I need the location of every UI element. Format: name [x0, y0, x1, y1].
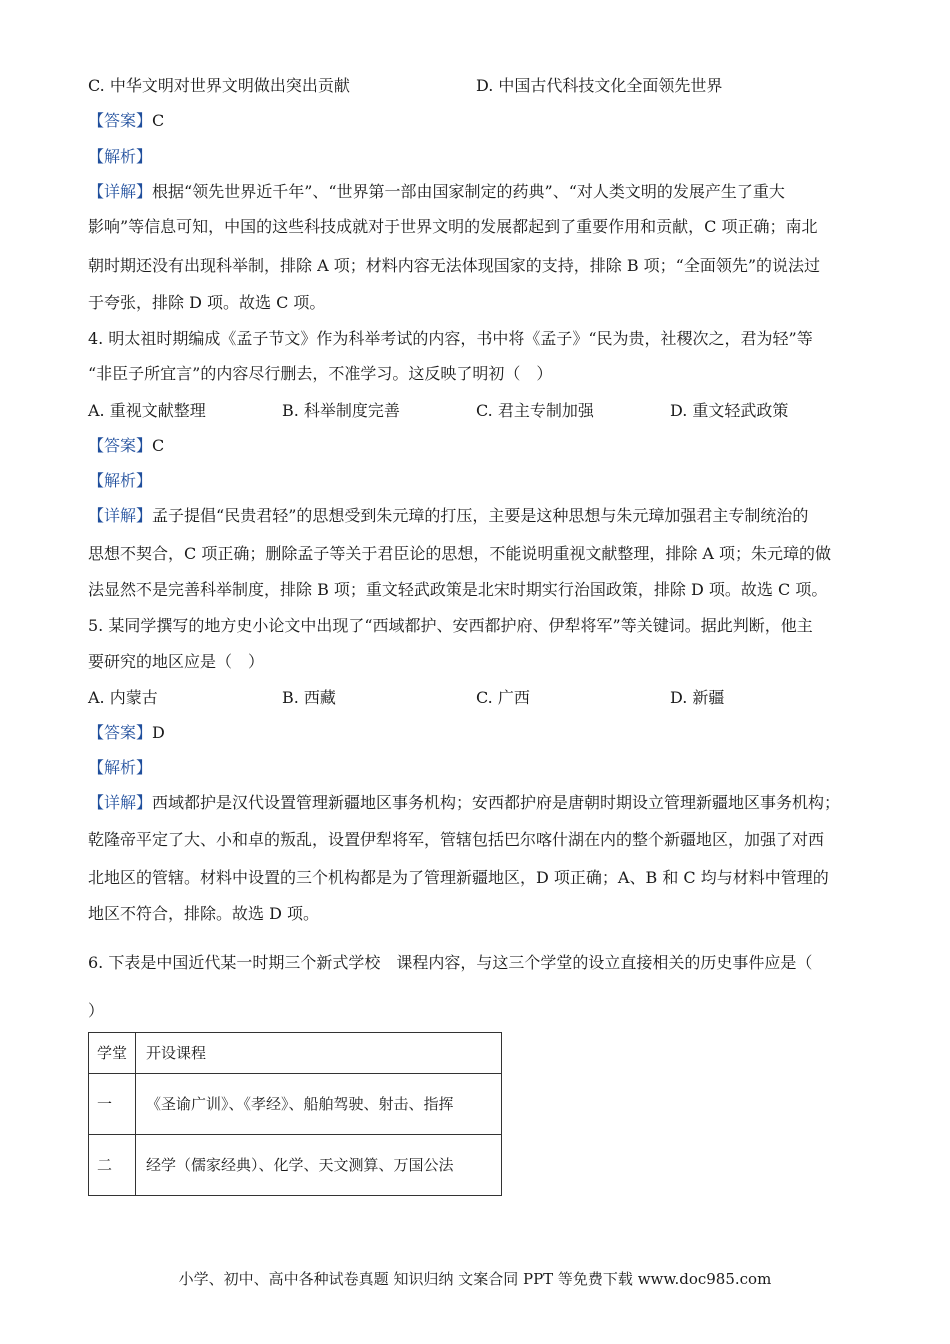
- q3-detail-line-2: 影响”等信息可知，中国的这些科技成就对于世界文明的发展都起到了重要作用和贡献，C 项正确；南北: [88, 217, 818, 236]
- q5-detail-line-4: 地区不符合，排除。故选 D 项。: [88, 904, 320, 923]
- q5-option-b: B. 西藏: [282, 688, 336, 707]
- table-cell: 经学（儒家经典）、化学、天文测算、万国公法: [136, 1135, 502, 1196]
- q3-analysis-tag: 【解析】: [88, 147, 153, 166]
- answer-tag: 【答案】: [88, 436, 153, 455]
- answer-value: D: [152, 723, 165, 742]
- answer-tag: 【答案】: [88, 111, 153, 130]
- courses-table: [88, 1032, 502, 1196]
- q4-option-b: B. 科举制度完善: [282, 401, 400, 420]
- q6-stem-line-1: 6. 下表是中国近代某一时期三个新式学校 课程内容，与这三个学堂的设立直接相关的历史事件应是（: [88, 953, 813, 972]
- q5-answer: [88, 721, 878, 745]
- q5-stem-line-1: 5. 某同学撰写的地方史小论文中出现了“西域都护、安西都护府、伊犁将军”等关键词。据此判断，他主: [88, 616, 813, 635]
- q3-option-c: C. 中华文明对世界文明做出突出贡献: [88, 76, 350, 95]
- q5-option-d: D. 新疆: [670, 688, 725, 707]
- q4-option-c: C. 君主专制加强: [476, 401, 594, 420]
- table-cell: 《圣谕广训》、《孝经》、船舶驾驶、射击、指挥: [136, 1074, 502, 1135]
- table-row: [89, 1074, 502, 1135]
- q3-detail-line-4: 于夸张，排除 D 项。故选 C 项。: [88, 293, 326, 312]
- q4-detail-line-2: 思想不契合，C 项正确；删除孟子等关于君臣论的思想，不能说明重视文献整理，排除 A 项；朱元璋的做: [88, 544, 832, 563]
- q6-stem-line-2: ）: [88, 1001, 105, 1020]
- table-row: [89, 1135, 502, 1196]
- detail-tag: 【详解】: [88, 793, 153, 812]
- detail-tag: 【详解】: [88, 506, 153, 525]
- answer-tag: 【答案】: [88, 723, 153, 742]
- q3-answer: [88, 109, 878, 133]
- q4-detail-line-1: 【详解】孟子提倡“民贵君轻”的思想受到朱元璋的打压，主要是这种思想与朱元璋加强君主专制统治的: [88, 506, 809, 525]
- q4-detail-line-3: 法显然不是完善科举制度，排除 B 项；重文轻武政策是北宋时期实行治国政策，排除 D 项。故选 C 项。: [88, 580, 828, 599]
- q4-answer: [88, 434, 878, 458]
- detail-tag: 【详解】: [88, 182, 153, 201]
- table-header-row: [89, 1033, 502, 1074]
- q4-stem-line-2: “非臣子所宜言”的内容尽行删去，不准学习。这反映了明初（ ）: [88, 364, 553, 383]
- q4-stem-line-1: 4. 明太祖时期编成《孟子节文》作为科举考试的内容，书中将《孟子》“民为贵，社稷次之，君为轻”等: [88, 329, 813, 348]
- q4-option-a: A. 重视文献整理: [88, 401, 206, 420]
- q4-analysis-tag: 【解析】: [88, 471, 153, 490]
- q3-detail-line-3: 朝时期还没有出现科举制，排除 A 项；材料内容无法体现国家的支持，排除 B 项；“全面领先”的说法过: [88, 256, 821, 275]
- q5-stem-line-2: 要研究的地区应是（ ）: [88, 652, 265, 671]
- table-header-cell: 学堂: [89, 1033, 136, 1074]
- table-cell: 一: [89, 1074, 136, 1135]
- q5-option-a: A. 内蒙古: [88, 688, 158, 707]
- table-header-cell: 开设课程: [136, 1033, 502, 1074]
- answer-value: C: [152, 436, 165, 455]
- q4-option-d: D. 重文轻武政策: [670, 401, 789, 420]
- q3-option-d: D. 中国古代科技文化全面领先世界: [476, 76, 723, 95]
- q5-detail-line-3: 北地区的管辖。材料中设置的三个机构都是为了管理新疆地区，D 项正确；A、B 和 C 均与材料中管理的: [88, 868, 829, 887]
- q5-detail-line-2: 乾隆帝平定了大、小和卓的叛乱，设置伊犁将军，管辖包括巴尔喀什湖在内的整个新疆地区，加强了对西: [88, 830, 825, 849]
- page-footer: 小学、初中、高中各种试卷真题 知识归纳 文案合同 PPT 等免费下载 www.doc985.com: [178, 1270, 772, 1288]
- table-cell: 二: [89, 1135, 136, 1196]
- q5-option-c: C. 广西: [476, 688, 530, 707]
- answer-value: C: [152, 111, 165, 130]
- q3-detail-line-1: 【详解】根据“领先世界近千年”、“世界第一部由国家制定的药典”、“对人类文明的发展产生了重大: [88, 182, 785, 201]
- q5-detail-line-1: 【详解】西域都护是汉代设置管理新疆地区事务机构；安西都护府是唐朝时期设立管理新疆地区事务机构；: [88, 793, 841, 812]
- q5-analysis-tag: 【解析】: [88, 758, 153, 777]
